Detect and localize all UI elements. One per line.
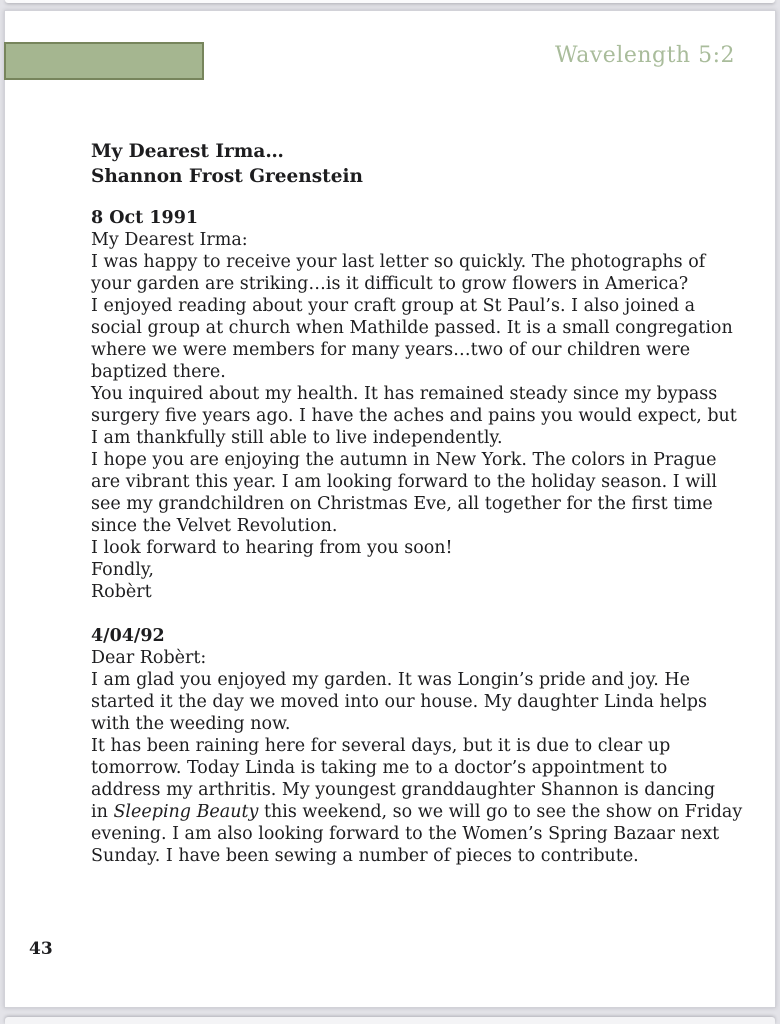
journal-masthead: Wavelength 5:2 <box>555 43 735 68</box>
story-title: My Dearest Irma… <box>91 141 284 162</box>
letter-line: see my grandchildren on Christmas Eve, all together for the first time <box>91 494 713 514</box>
letter-line: I am glad you enjoyed my garden. It was Longin’s pride and joy. He <box>91 670 691 690</box>
letter-line: I am thankfully still able to live independently. <box>91 428 503 448</box>
letter-line: My Dearest Irma: <box>91 230 248 250</box>
letter-line: You inquired about my health. It has remained steady since my bypass <box>91 384 718 404</box>
letter-signature: Robèrt <box>91 582 152 602</box>
letter-line: I look forward to hearing from you soon! <box>91 538 453 558</box>
document-page <box>4 10 776 1008</box>
letter-line: address my arthritis. My youngest granddaughter Shannon is dancing <box>91 780 716 800</box>
next-page-edge <box>5 1017 775 1024</box>
letter-line: evening. I am also looking forward to the Women’s Spring Bazaar next <box>91 824 720 844</box>
letter-line: started it the day we moved into our house. My daughter Linda helps <box>91 692 707 712</box>
letter-line: I hope you are enjoying the autumn in New York. The colors in Prague <box>91 450 717 470</box>
letter-line: where we were members for many years…two of our children were <box>91 340 691 360</box>
header-accent-bar <box>4 42 204 80</box>
letter-line: surgery five years ago. I have the aches and pains you would expect, but <box>91 406 737 426</box>
letter-line: are vibrant this year. I am looking forward to the holiday season. I will <box>91 472 718 492</box>
letter-line: Fondly, <box>91 560 154 580</box>
letter-line: your garden are striking…is it difficult to grow flowers in America? <box>91 274 689 294</box>
letter-line-with-italic <box>91 801 742 823</box>
letter-line: since the Velvet Revolution. <box>91 516 338 536</box>
letter-line: I was happy to receive your last letter so quickly. The photographs of <box>91 252 706 272</box>
letter-line: I enjoyed reading about your craft group at St Paul’s. I also joined a <box>91 296 696 316</box>
line-segment: in <box>91 802 114 822</box>
story-author: Shannon Frost Greenstein <box>91 166 363 187</box>
letter-line: Sunday. I have been sewing a number of pieces to contribute. <box>91 846 639 866</box>
letter-date: 8 Oct 1991 <box>91 208 199 228</box>
line-segment: this weekend, so we will go to see the show on Friday <box>258 802 743 822</box>
page-number: 43 <box>29 939 53 959</box>
letter-line: baptized there. <box>91 362 226 382</box>
letter-line: It has been raining here for several days, but it is due to clear up <box>91 736 671 756</box>
page-content <box>91 139 742 867</box>
letter-first <box>91 207 742 603</box>
letter-date: 4/04/92 <box>91 626 165 646</box>
italic-ballet-title: Sleeping Beauty <box>113 802 259 822</box>
letter-second <box>91 625 742 867</box>
previous-page-edge <box>5 0 775 3</box>
letter-line: with the weeding now. <box>91 714 291 734</box>
letter-line: tomorrow. Today Linda is taking me to a doctor’s appointment to <box>91 758 668 778</box>
letter-line: Dear Robèrt: <box>91 648 207 668</box>
letter-line: social group at church when Mathilde passed. It is a small congregation <box>91 318 733 338</box>
